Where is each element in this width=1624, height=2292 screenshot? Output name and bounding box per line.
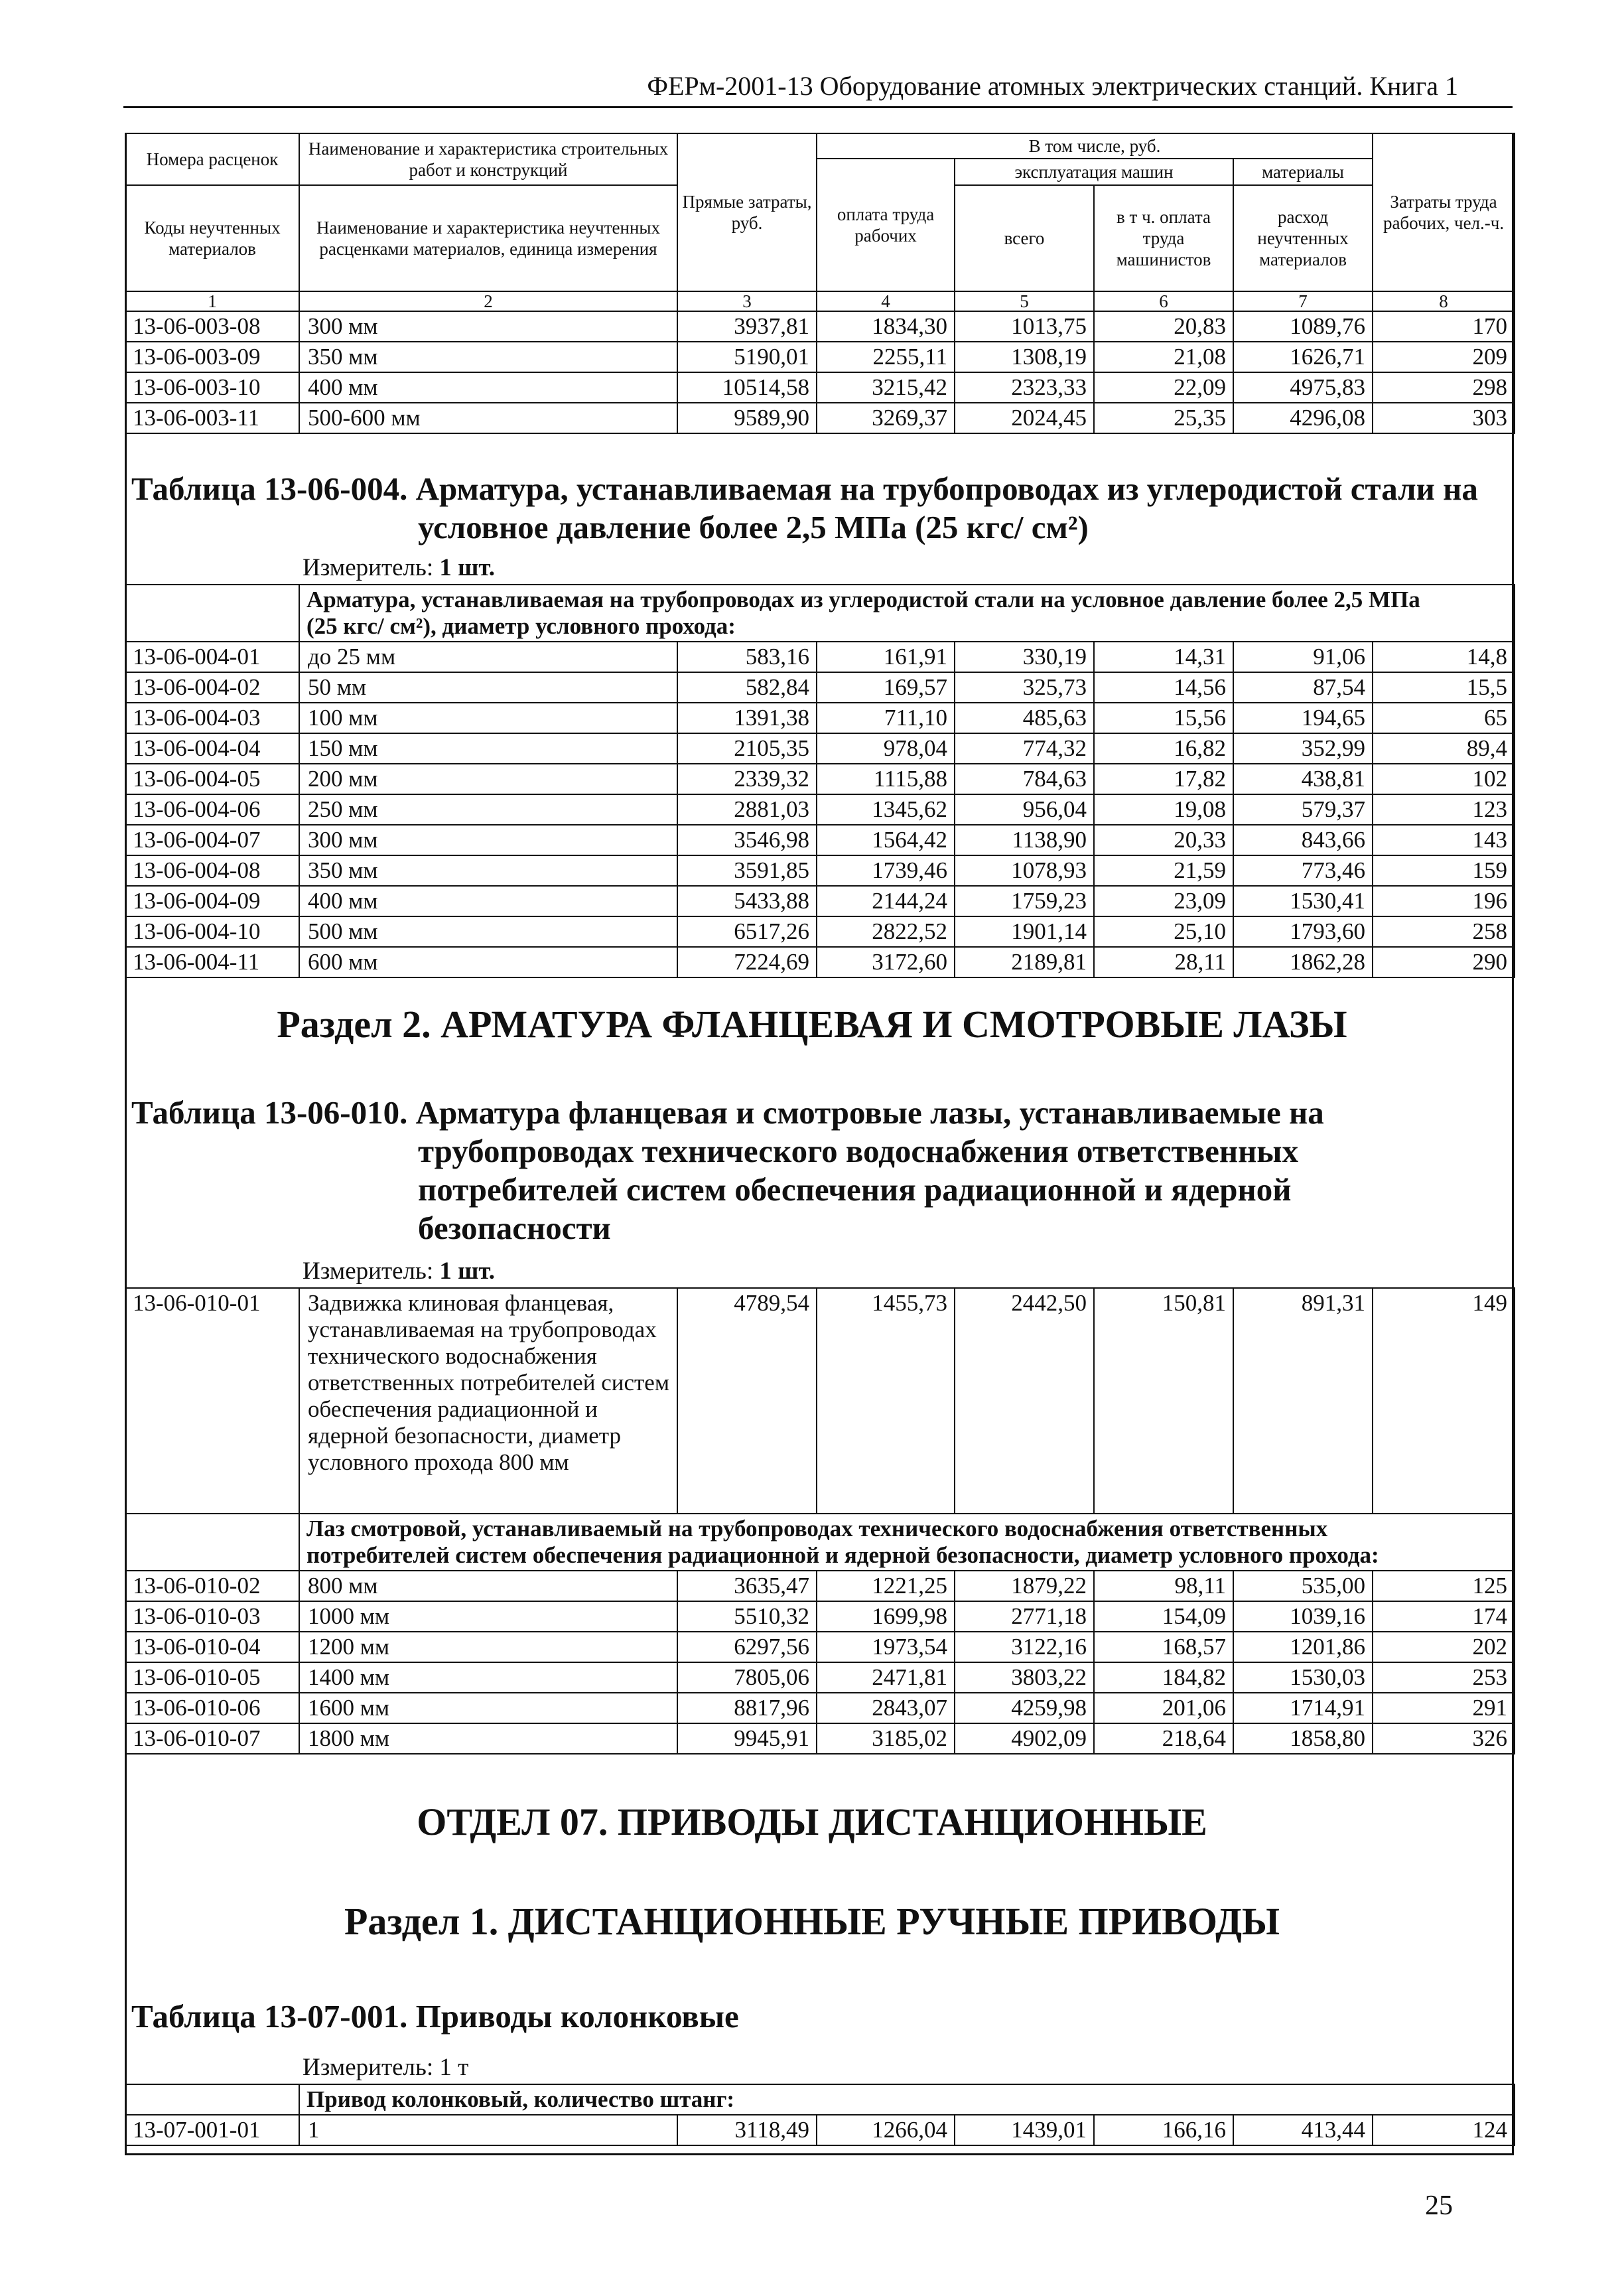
table-row	[125, 342, 1515, 372]
row-code: 13-06-004-09	[125, 886, 299, 916]
unit-value: 1 шт.	[439, 1257, 496, 1285]
row-code: 13-06-003-09	[125, 342, 299, 372]
table-row	[125, 1632, 1515, 1662]
row-machinist: 184,82	[1094, 1662, 1233, 1693]
table-010-title-line4: безопасности	[418, 1210, 611, 1246]
section-2-heading: Раздел 2. АРМАТУРА ФЛАНЦЕВАЯ И СМОТРОВЫЕ ЛАЗЫ	[277, 1003, 1347, 1046]
row-machinist: 19,08	[1094, 794, 1233, 825]
row-name: 100 мм	[299, 703, 677, 733]
col-header-name: Наименование и характеристика строительных работ и конструкций	[299, 133, 677, 185]
row-code: 13-06-004-05	[125, 764, 299, 794]
row-machines: 784,63	[955, 764, 1094, 794]
row-materials: 4975,83	[1233, 372, 1373, 403]
row-machinist: 166,16	[1094, 2115, 1233, 2145]
table-004-unit	[303, 553, 495, 582]
row-direct: 3591,85	[677, 855, 817, 886]
col-number: 2	[299, 291, 677, 311]
row-materials: 438,81	[1233, 764, 1373, 794]
group-spacer	[125, 1514, 299, 1571]
row-code: 13-06-003-10	[125, 372, 299, 403]
row-labor: 159	[1373, 855, 1515, 886]
row-labor: 253	[1373, 1662, 1515, 1693]
row-materials: 87,54	[1233, 672, 1373, 703]
row-machinist: 218,64	[1094, 1723, 1233, 1754]
row-machines: 3803,22	[955, 1662, 1094, 1693]
table-row	[125, 794, 1515, 825]
table-07-001-title	[131, 1997, 739, 2036]
row-direct: 2105,35	[677, 733, 817, 764]
table-row	[125, 311, 1515, 342]
row-code: 13-06-004-08	[125, 855, 299, 886]
unit-label: Измеритель:	[303, 2054, 434, 2081]
row-wages: 2255,11	[817, 342, 955, 372]
row-direct: 10514,58	[677, 372, 817, 403]
unit-label: Измеритель:	[303, 1257, 434, 1285]
row-materials: 4296,08	[1233, 403, 1373, 433]
row-machinist: 14,56	[1094, 672, 1233, 703]
row-machinist: 20,83	[1094, 311, 1233, 342]
row-direct: 4789,54	[677, 1288, 817, 1514]
row-name: 1400 мм	[299, 1662, 677, 1693]
unit-value: 1 т	[439, 2054, 469, 2081]
table-row	[125, 764, 1515, 794]
row-machinist: 22,09	[1094, 372, 1233, 403]
row-wages: 978,04	[817, 733, 955, 764]
row-labor: 125	[1373, 1571, 1515, 1601]
row-direct: 3635,47	[677, 1571, 817, 1601]
table-row	[125, 2115, 1515, 2145]
row-wages: 3215,42	[817, 372, 955, 403]
page-header: ФЕРм-2001-13 Оборудование атомных электрических станций. Книга 1	[647, 71, 1458, 101]
row-labor: 124	[1373, 2115, 1515, 2145]
table-row	[125, 1693, 1515, 1723]
row-direct: 2339,32	[677, 764, 817, 794]
row-code: 13-06-003-11	[125, 403, 299, 433]
row-wages: 1973,54	[817, 1632, 955, 1662]
header-table	[125, 133, 1515, 434]
row-name: 1600 мм	[299, 1693, 677, 1723]
row-machinist: 25,35	[1094, 403, 1233, 433]
row-labor: 209	[1373, 342, 1515, 372]
table-row	[125, 886, 1515, 916]
row-machinist: 14,31	[1094, 642, 1233, 672]
row-machines: 2771,18	[955, 1601, 1094, 1632]
row-wages: 1345,62	[817, 794, 955, 825]
table-07-001-label: Таблица 13-07-001.	[131, 1998, 408, 2035]
row-machines: 4259,98	[955, 1693, 1094, 1723]
col-header-unaccounted-codes: Коды неучтенных материалов	[125, 185, 299, 291]
row-name: 1200 мм	[299, 1632, 677, 1662]
row-name: 400 мм	[299, 372, 677, 403]
row-direct: 9589,90	[677, 403, 817, 433]
col-header-wages: оплата труда рабочих	[817, 159, 955, 291]
row-wages: 3185,02	[817, 1723, 955, 1754]
row-labor: 102	[1373, 764, 1515, 794]
row-machines: 2323,33	[955, 372, 1094, 403]
table-row	[125, 947, 1515, 977]
col-header-including: В том числе, руб.	[817, 133, 1373, 159]
row-wages: 2822,52	[817, 916, 955, 947]
row-machinist: 168,57	[1094, 1632, 1233, 1662]
row-machinist: 21,59	[1094, 855, 1233, 886]
row-wages: 1221,25	[817, 1571, 955, 1601]
col-number: 5	[955, 291, 1094, 311]
row-materials: 91,06	[1233, 642, 1373, 672]
row-labor: 174	[1373, 1601, 1515, 1632]
row-wages: 1455,73	[817, 1288, 955, 1514]
col-header-total: всего	[955, 185, 1094, 291]
row-materials: 1793,60	[1233, 916, 1373, 947]
row-code: 13-06-010-04	[125, 1632, 299, 1662]
row-direct: 7805,06	[677, 1662, 817, 1693]
row-materials: 1858,80	[1233, 1723, 1373, 1754]
row-wages: 169,57	[817, 672, 955, 703]
row-direct: 5190,01	[677, 342, 817, 372]
row-labor: 14,8	[1373, 642, 1515, 672]
row-code: 13-06-010-07	[125, 1723, 299, 1754]
row-machines: 1439,01	[955, 2115, 1094, 2145]
row-machinist: 25,10	[1094, 916, 1233, 947]
col-header-labor: Затраты труда рабочих, чел.-ч.	[1373, 133, 1515, 291]
row-materials: 579,37	[1233, 794, 1373, 825]
row-name: 150 мм	[299, 733, 677, 764]
row-code: 13-06-010-06	[125, 1693, 299, 1723]
row-labor: 258	[1373, 916, 1515, 947]
row-machinist: 17,82	[1094, 764, 1233, 794]
row-name: 500 мм	[299, 916, 677, 947]
row-labor: 143	[1373, 825, 1515, 855]
row-name: 250 мм	[299, 794, 677, 825]
row-wages: 3269,37	[817, 403, 955, 433]
row-code: 13-06-010-05	[125, 1662, 299, 1693]
row-materials: 891,31	[1233, 1288, 1373, 1514]
row-materials: 1039,16	[1233, 1601, 1373, 1632]
row-machinist: 23,09	[1094, 886, 1233, 916]
table-010-title	[131, 1094, 1324, 1248]
row-direct: 2881,03	[677, 794, 817, 825]
row-code: 13-06-004-06	[125, 794, 299, 825]
row-direct: 5433,88	[677, 886, 817, 916]
row-name: 500-600 мм	[299, 403, 677, 433]
row-direct: 8817,96	[677, 1693, 817, 1723]
table-row	[125, 642, 1515, 672]
row-direct: 3546,98	[677, 825, 817, 855]
row-machines: 1013,75	[955, 311, 1094, 342]
row-name: 600 мм	[299, 947, 677, 977]
row-code: 13-06-004-07	[125, 825, 299, 855]
row-wages: 161,91	[817, 642, 955, 672]
row-direct: 582,84	[677, 672, 817, 703]
table-row	[125, 372, 1515, 403]
col-header-machines: эксплуатация машин	[955, 159, 1233, 185]
row-machines: 956,04	[955, 794, 1094, 825]
row-direct: 9945,91	[677, 1723, 817, 1754]
col-header-direct: Прямые затраты, руб.	[677, 133, 817, 291]
group-spacer	[125, 585, 299, 642]
unit-value: 1 шт.	[439, 554, 496, 581]
row-labor: 298	[1373, 372, 1515, 403]
row-wages: 1266,04	[817, 2115, 955, 2145]
row-code: 13-06-004-01	[125, 642, 299, 672]
row-machinist: 201,06	[1094, 1693, 1233, 1723]
table-010-label: Таблица 13-06-010.	[131, 1094, 408, 1131]
row-machinist: 28,11	[1094, 947, 1233, 977]
table-row	[125, 703, 1515, 733]
row-machinist: 15,56	[1094, 703, 1233, 733]
row-machines: 774,32	[955, 733, 1094, 764]
table-07-001	[125, 2084, 1515, 2146]
row-name: 400 мм	[299, 886, 677, 916]
table-row	[125, 1723, 1515, 1754]
row-name: 350 мм	[299, 342, 677, 372]
table-004	[125, 584, 1515, 978]
col-number: 3	[677, 291, 817, 311]
dept-07-heading: ОТДЕЛ 07. ПРИВОДЫ ДИСТАНЦИОННЫЕ	[417, 1800, 1207, 1843]
row-code: 13-06-010-01	[125, 1288, 299, 1514]
row-wages: 2144,24	[817, 886, 955, 916]
table-010	[125, 1287, 1515, 1755]
row-labor: 202	[1373, 1632, 1515, 1662]
row-labor: 89,4	[1373, 733, 1515, 764]
row-direct: 1391,38	[677, 703, 817, 733]
table-row	[125, 1288, 1515, 1514]
col-header-unaccounted-materials: расход неучтенных материалов	[1233, 185, 1373, 291]
table-row	[125, 403, 1515, 433]
row-wages: 711,10	[817, 703, 955, 733]
row-machines: 325,73	[955, 672, 1094, 703]
row-code: 13-06-010-03	[125, 1601, 299, 1632]
row-machines: 2189,81	[955, 947, 1094, 977]
row-machines: 4902,09	[955, 1723, 1094, 1754]
col-number: 1	[125, 291, 299, 311]
table-row	[125, 1662, 1515, 1693]
row-materials: 413,44	[1233, 2115, 1373, 2145]
row-wages: 1834,30	[817, 311, 955, 342]
table-010-title-line3: потребителей систем обеспечения радиационной и ядерной	[418, 1171, 1292, 1208]
table-07-001-unit	[303, 2053, 468, 2082]
row-machinist: 21,08	[1094, 342, 1233, 372]
row-direct: 3937,81	[677, 311, 817, 342]
col-header-codes: Номера расценок	[125, 133, 299, 185]
col-header-unaccounted-name: Наименование и характеристика неучтенных расценками материалов, единица измерения	[299, 185, 677, 291]
row-name: 1	[299, 2115, 677, 2145]
row-machines: 1078,93	[955, 855, 1094, 886]
table-row	[125, 855, 1515, 886]
row-code: 13-06-004-04	[125, 733, 299, 764]
col-number: 8	[1373, 291, 1515, 311]
row-wages: 1115,88	[817, 764, 955, 794]
row-materials: 1714,91	[1233, 1693, 1373, 1723]
row-name: 1000 мм	[299, 1601, 677, 1632]
row-labor: 303	[1373, 403, 1515, 433]
table-010-group-title: Лаз смотровой, устанавливаемый на трубопроводах технического водоснабжения ответственных потребителей систем обеспечения радиационной и ядерной безопасности, диаметр условного прохода:	[299, 1514, 1515, 1571]
row-code: 13-06-010-02	[125, 1571, 299, 1601]
row-direct: 6297,56	[677, 1632, 817, 1662]
row-materials: 773,46	[1233, 855, 1373, 886]
row-machinist: 98,11	[1094, 1571, 1233, 1601]
row-wages: 2471,81	[817, 1662, 955, 1693]
table-010-title-line1: Арматура фланцевая и смотровые лазы, устанавливаемые на	[415, 1094, 1324, 1131]
row-direct: 583,16	[677, 642, 817, 672]
row-name: 300 мм	[299, 825, 677, 855]
row-name: 1800 мм	[299, 1723, 677, 1754]
row-machines: 1759,23	[955, 886, 1094, 916]
row-machines: 1879,22	[955, 1571, 1094, 1601]
row-code: 13-06-003-08	[125, 311, 299, 342]
row-machinist: 150,81	[1094, 1288, 1233, 1514]
row-direct: 3118,49	[677, 2115, 817, 2145]
row-machines: 1138,90	[955, 825, 1094, 855]
row-code: 13-07-001-01	[125, 2115, 299, 2145]
table-row	[125, 733, 1515, 764]
col-number: 7	[1233, 291, 1373, 311]
row-machines: 1901,14	[955, 916, 1094, 947]
row-direct: 7224,69	[677, 947, 817, 977]
row-machines: 485,63	[955, 703, 1094, 733]
row-code: 13-06-004-11	[125, 947, 299, 977]
row-materials: 1862,28	[1233, 947, 1373, 977]
row-materials: 535,00	[1233, 1571, 1373, 1601]
row-wages: 1564,42	[817, 825, 955, 855]
table-004-title-line1: Арматура, устанавливаемая на трубопроводах из углеродистой стали на	[415, 470, 1478, 507]
table-row	[125, 1601, 1515, 1632]
row-name: 200 мм	[299, 764, 677, 794]
table-row	[125, 672, 1515, 703]
row-machinist: 154,09	[1094, 1601, 1233, 1632]
col-number: 6	[1094, 291, 1233, 311]
row-labor: 123	[1373, 794, 1515, 825]
row-wages: 3172,60	[817, 947, 955, 977]
page-number: 25	[1425, 2190, 1453, 2221]
row-name: до 25 мм	[299, 642, 677, 672]
table-row	[125, 916, 1515, 947]
row-wages: 1739,46	[817, 855, 955, 886]
row-machines: 2024,45	[955, 403, 1094, 433]
row-labor: 65	[1373, 703, 1515, 733]
header-rule	[123, 106, 1513, 108]
row-name: 350 мм	[299, 855, 677, 886]
row-machinist: 16,82	[1094, 733, 1233, 764]
row-labor: 290	[1373, 947, 1515, 977]
row-machines: 3122,16	[955, 1632, 1094, 1662]
row-labor: 149	[1373, 1288, 1515, 1514]
row-name: 50 мм	[299, 672, 677, 703]
row-materials: 1530,41	[1233, 886, 1373, 916]
col-header-materials: материалы	[1233, 159, 1373, 185]
row-name: 800 мм	[299, 1571, 677, 1601]
row-code: 13-06-004-10	[125, 916, 299, 947]
row-materials: 1626,71	[1233, 342, 1373, 372]
row-code: 13-06-004-02	[125, 672, 299, 703]
row-wages: 2843,07	[817, 1693, 955, 1723]
table-010-title-line2: трубопроводах технического водоснабжения ответственных	[418, 1133, 1299, 1169]
row-machines: 330,19	[955, 642, 1094, 672]
table-004-title-line2: условное давление более 2,5 МПа (25 кгс/ см²)	[418, 509, 1089, 545]
table-07-001-group-title: Привод колонковый, количество штанг:	[299, 2084, 1515, 2115]
table-row	[125, 825, 1515, 855]
row-direct: 6517,26	[677, 916, 817, 947]
row-machinist: 20,33	[1094, 825, 1233, 855]
row-materials: 1089,76	[1233, 311, 1373, 342]
unit-label: Измеритель:	[303, 554, 434, 581]
row-direct: 5510,32	[677, 1601, 817, 1632]
row-materials: 843,66	[1233, 825, 1373, 855]
section-1-heading: Раздел 1. ДИСТАНЦИОННЫЕ РУЧНЫЕ ПРИВОДЫ	[344, 1900, 1280, 1943]
row-labor: 326	[1373, 1723, 1515, 1754]
col-header-machinist-wages: в т ч. оплата труда машинистов	[1094, 185, 1233, 291]
row-code: 13-06-004-03	[125, 703, 299, 733]
row-materials: 1201,86	[1233, 1632, 1373, 1662]
table-010-unit	[303, 1257, 495, 1285]
col-number: 4	[817, 291, 955, 311]
row-labor: 291	[1373, 1693, 1515, 1723]
row-materials: 1530,03	[1233, 1662, 1373, 1693]
row-labor: 15,5	[1373, 672, 1515, 703]
row-machines: 2442,50	[955, 1288, 1094, 1514]
row-materials: 194,65	[1233, 703, 1373, 733]
row-labor: 196	[1373, 886, 1515, 916]
group-spacer	[125, 2084, 299, 2115]
row-name: 300 мм	[299, 311, 677, 342]
row-materials: 352,99	[1233, 733, 1373, 764]
table-004-title	[131, 470, 1478, 547]
row-wages: 1699,98	[817, 1601, 955, 1632]
table-004-label: Таблица 13-06-004.	[131, 470, 408, 507]
row-name: Задвижка клиновая фланцевая, устанавливаемая на трубопроводах технического водоснабжения ответственных потребителей систем обеспечения радиационной и ядерной безопасности, диаметр условного прохода 800 мм	[299, 1288, 677, 1514]
table-row	[125, 1571, 1515, 1601]
table-07-001-title-text: Приводы колонковые	[415, 1998, 739, 2035]
row-machines: 1308,19	[955, 342, 1094, 372]
table-004-group-title: Арматура, устанавливаемая на трубопроводах из углеродистой стали на условное давление более 2,5 МПа (25 кгс/ см²), диаметр условного прохода:	[299, 585, 1515, 642]
row-labor: 170	[1373, 311, 1515, 342]
